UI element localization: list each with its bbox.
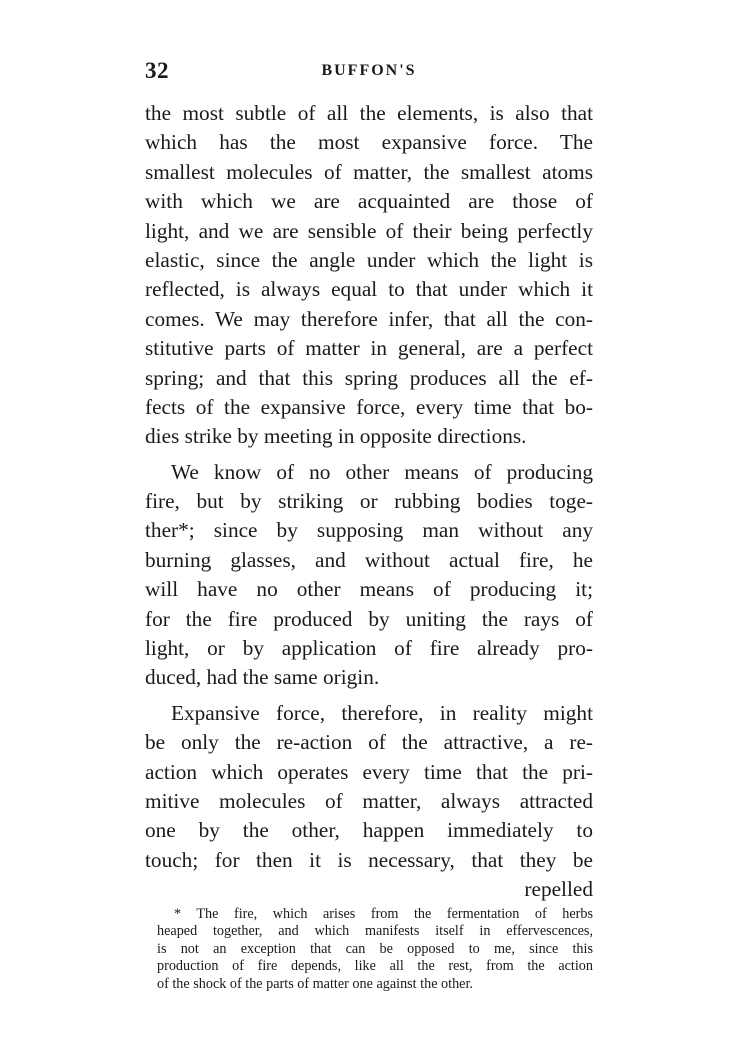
footnote-line: of the shock of the parts of matter one against the other. <box>157 975 473 992</box>
running-head: BUFFON'S <box>321 62 417 79</box>
text-line: ther*; since by supposing man without any <box>145 518 593 543</box>
text-line: burning glasses, and without actual fire, he <box>145 547 593 572</box>
text-line: spring; and that this spring produces all the ef- <box>145 365 593 390</box>
text-line: fects of the expansive force, every time that bo- <box>145 394 593 419</box>
text-line: We know of no other means of producing <box>171 459 593 484</box>
footnote-line: production of fire depends, like all the rest, from the action <box>157 958 593 975</box>
paragraph <box>145 699 593 875</box>
text-line: dies strike by meeting in opposite directions. <box>145 424 527 449</box>
paragraph <box>145 458 593 693</box>
text-line: mitive molecules of matter, always attracted <box>145 788 593 813</box>
text-line: light, and we are sensible of their being perfectly <box>145 218 593 243</box>
text-line: will have no other means of producing it; <box>145 577 593 602</box>
text-line: comes. We may therefore infer, that all the con- <box>145 306 593 331</box>
text-line: stitutive parts of matter in general, are a perfect <box>145 336 593 361</box>
body-text <box>145 99 593 905</box>
footnote-line: * The fire, which arises from the fermentation of herbs <box>174 906 593 922</box>
page-number: 32 <box>145 58 169 83</box>
text-line: Expansive force, therefore, in reality might <box>171 700 593 725</box>
text-line: the most subtle of all the elements, is also that <box>145 101 593 125</box>
text-line: smallest molecules of matter, the smallest atoms <box>145 159 593 184</box>
text-line: with which we are acquainted are those of <box>145 189 593 214</box>
text-line: duced, had the same origin. <box>145 665 380 690</box>
text-line: light, or by application of fire already pro- <box>145 636 593 661</box>
text-line: touch; for then it is necessary, that they be <box>145 847 593 872</box>
text-line: be only the re-action of the attractive, a re- <box>145 730 593 755</box>
text-line: elastic, since the angle under which the light is <box>145 247 593 272</box>
text-line: which has the most expansive force. The <box>145 130 593 155</box>
text-line: action which operates every time that the pri- <box>145 759 593 784</box>
paragraph <box>145 99 593 452</box>
catchword: repelled <box>524 877 593 902</box>
footnote-line: heaped together, and which manifests itself in effervescences, <box>157 923 593 940</box>
footnote-line: is not an exception that can be opposed to me, since this <box>157 940 593 957</box>
text-line: for the fire produced by uniting the rays of <box>145 606 593 631</box>
text-line: fire, but by striking or rubbing bodies toge- <box>145 489 593 514</box>
footnote <box>157 906 593 993</box>
text-line: reflected, is always equal to that under which it <box>145 277 593 302</box>
text-line: one by the other, happen immediately to <box>145 818 593 843</box>
page-header <box>145 58 593 90</box>
